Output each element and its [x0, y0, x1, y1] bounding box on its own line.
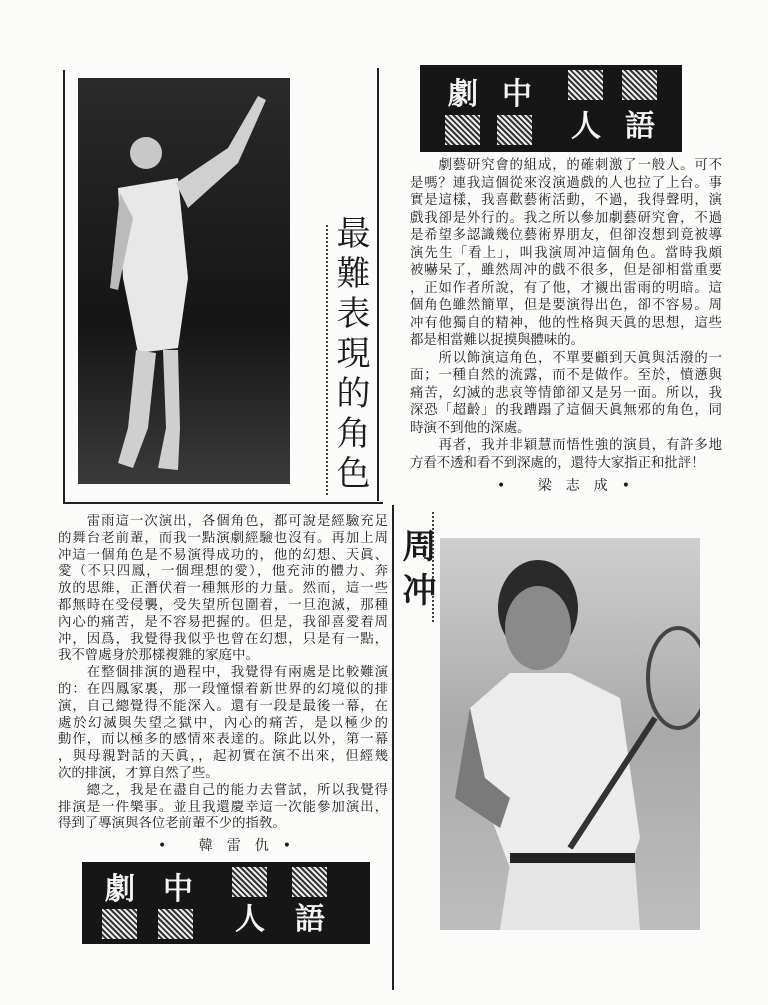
hatch-square: [292, 867, 327, 897]
photo-actor-waving: [78, 78, 290, 484]
hatch-square: [445, 115, 480, 145]
text-line: 都是相當難以捉摸與體味的。: [410, 333, 585, 348]
banner-char: 人: [235, 902, 265, 937]
hatch-square: [102, 909, 137, 939]
text-line: 在整個排演的過程中，我覺得有兩處是比較難演: [58, 665, 388, 681]
frame-rule-center-top: [377, 68, 379, 501]
frame-rule-left: [63, 70, 65, 503]
text-line: ，與母親對話的天眞，，起初實在演不出來，但經幾: [58, 749, 388, 765]
text-line: 總之，我是在盡自己的能力去嘗試，所以我覺得: [58, 782, 388, 798]
text-line: 愛（不只四鳳，一個理想的愛），他充沛的體力、奔: [58, 564, 388, 580]
photo-actor-racket: [440, 538, 700, 930]
article2-body: [58, 514, 388, 833]
banner-char: 語: [295, 902, 325, 937]
text-line: 痛苦，幻滅的悲哀等情節卻又是另一面。所以，我: [410, 385, 722, 401]
article2-title: 周冲: [396, 528, 436, 616]
text-line: 冲，因爲，我覺得我似乎也曾在幻想，只是有一點，: [58, 631, 388, 647]
text-line: 都無時在受侵襲，受失望所包圍着，一旦泡滅，那種: [58, 597, 388, 613]
text-line: 是嗎？連我這個從來沒演過戲的人也拉了上台。事: [410, 175, 722, 191]
hatch-square: [158, 909, 193, 939]
text-line: ，正如作者所說，有了他，才襯出雷雨的明暗。這: [410, 280, 722, 296]
text-line: 次的排演，才算自然了些。: [58, 765, 219, 781]
text-line: 處於幻滅與失望之獄中，內心的痛苦，是以極少的: [58, 715, 388, 731]
text-line: 戲我卻是外行的。我之所以參加劇藝研究會，不過: [410, 210, 722, 226]
text-line: 時演不到他的深處。: [410, 420, 531, 436]
text-line: 冲這一個角色是不易演得成功的，他的幻想、天眞、: [58, 547, 388, 563]
banner-char: 人: [571, 109, 601, 144]
text-line: 被嚇呆了，雖然周冲的戲不很多，但是卻相當重要: [410, 263, 722, 278]
frame-rule-center-bottom: [392, 505, 394, 990]
banner-char: 語: [625, 109, 655, 144]
banner-char: 劇: [448, 77, 478, 112]
banner-char: 中: [163, 872, 193, 907]
text-line: 動作，而以極多的感情來表達的。除此以外，第一幕: [58, 732, 388, 748]
hatch-square: [497, 115, 532, 145]
article1-title: 最難表現的角色: [330, 215, 370, 495]
text-line: 再者，我并非穎慧而悟性強的演員，有許多地: [410, 438, 722, 453]
banner-bottom: [82, 862, 370, 944]
banner-top: [420, 65, 682, 152]
text-line: 放的思維，正潛伏着一種無形的力量。然而，這一些: [58, 581, 388, 597]
text-line: 冲有他獨自的精神，他的性格與天眞的思想，這些: [410, 315, 722, 331]
article1-author: • 梁志成•: [497, 478, 644, 494]
text-line: 個角色雖然簡單，但是要演得出色，卻不容易。周: [410, 298, 722, 313]
frame-rule-horizontal: [63, 502, 383, 504]
banner-char: 劇: [105, 872, 135, 907]
text-line: 方看不透和看不到深處的，還待大家指正和批評！: [410, 455, 705, 471]
text-line: 所以飾演這角色，不單要顧到天眞與活潑的一: [410, 350, 722, 366]
text-line: 深恐「超齡」的我蹧蹋了這個天眞無邪的角色，同: [410, 403, 722, 418]
text-line: 面；一種自然的流露，而不是做作。至於，憤懣與: [410, 368, 722, 383]
text-line: 演先生「看上」，叫我演周冲這個角色。當時我頗: [410, 245, 722, 261]
author-name: 梁志成: [537, 478, 622, 494]
text-line: 實是這樣，我喜歡藝術活動，不過，我得聲明，演: [410, 193, 722, 208]
actor-figure-illustration: [440, 538, 700, 930]
text-line: 的：在四鳳家裏，那一段憧憬着新世界的幻境似的排: [58, 681, 388, 697]
hatch-square: [232, 867, 267, 897]
hatch-square: [568, 70, 603, 100]
banner-char: 中: [502, 77, 532, 112]
text-line: 演，自己總覺得不能深入。還有一段是最後一幕，在: [58, 698, 388, 714]
text-line: 的舞台老前輩，而我一點演劇經驗也沒有。再加上周: [58, 530, 388, 546]
text-line: 我不曾處身於那樣複雜的家庭中。: [58, 648, 259, 664]
text-line: 雷雨這一次演出，各個角色，都可說是經驗充足: [58, 514, 388, 529]
text-line: 得到了導演與各位老前輩不少的指敎。: [58, 816, 286, 832]
hatch-square: [622, 70, 657, 100]
text-line: 排演是一件樂事。並且我還慶幸這一次能參加演出，: [58, 799, 388, 815]
text-line: 是希望多認識幾位藝術界朋友，但卻沒想到竟被導: [410, 228, 722, 243]
author-name: 韓雷仇: [198, 838, 283, 854]
actor-figure-illustration: [78, 78, 290, 484]
text-line: 劇藝研究會的組成，的確刺激了一般人。可不: [410, 158, 722, 173]
article2-author: • 韓雷仇•: [158, 838, 305, 854]
text-line: 內心的痛苦，是不容易把握的。但是，我卻喜愛着周: [58, 614, 388, 630]
article1-body: [410, 157, 722, 472]
